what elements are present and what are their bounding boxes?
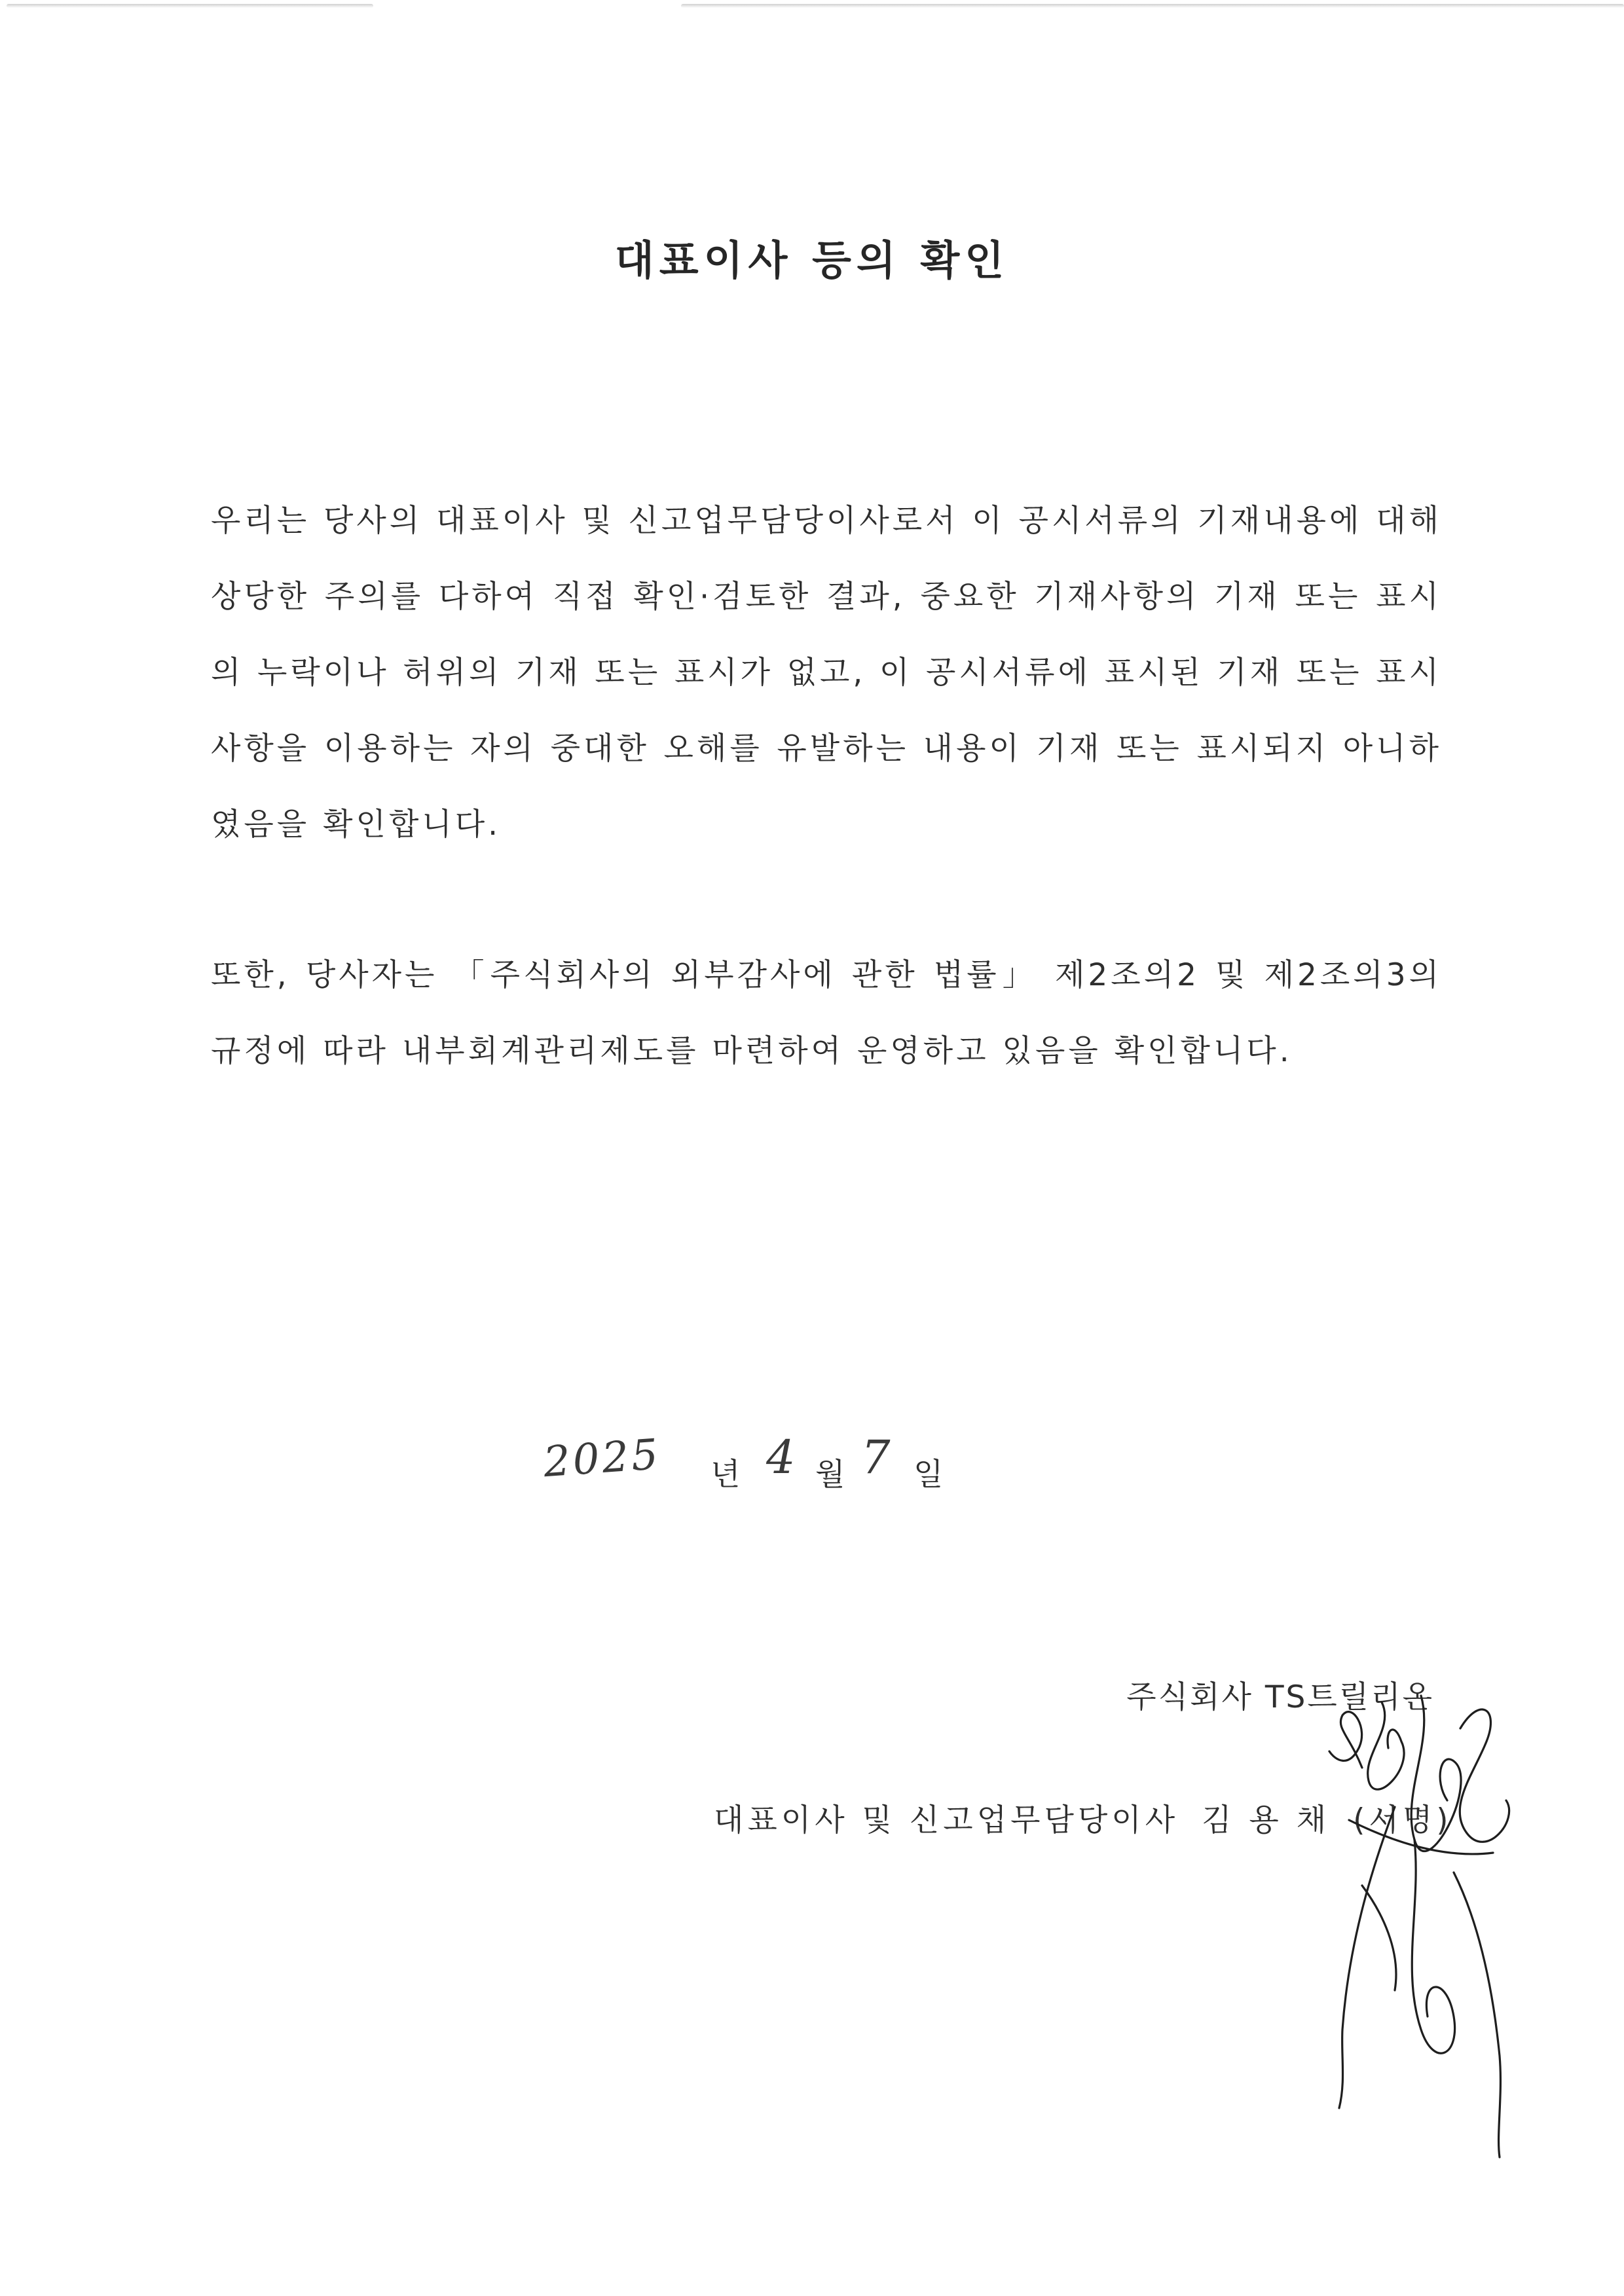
year-unit: 년 — [710, 1457, 741, 1493]
confirmation-paragraph: 우리는 당사의 대표이사 및 신고업무담당이사로서 이 공시서류의 기재내용에 대해 상당한 주의를 다하여 직접 확인·검토한 결과, 중요한 기재사항의 기재 또는 표시의 누락이나 허위의 기재 또는 표시가 없고, 이 공시서류에 표시된 기재 또는 표시사항을 이용하는 자의 중대한 오해를 유발하는 내용이 기재 또는 표시되지 아니하였음을 확인합니다. — [211, 503, 1442, 843]
signature-note: (서명) — [1353, 1802, 1452, 1838]
handwritten-signature — [1323, 1689, 1539, 2160]
scan-edge-right — [681, 4, 1624, 8]
date-line — [544, 1430, 1002, 1509]
company-name: 주식회사 TS트릴리온 — [1126, 1679, 1434, 1715]
handwritten-day: 7 — [861, 1430, 891, 1484]
signer-position: 대표이사 및 신고업무담당이사 — [714, 1802, 1179, 1838]
document-title: 대표이사 등의 확인 — [614, 236, 1010, 284]
handwritten-month: 4 — [766, 1430, 796, 1484]
handwritten-year: 2025 — [542, 1430, 663, 1487]
day-unit: 일 — [913, 1457, 944, 1493]
internal-control-paragraph: 또한, 당사자는 「주식회사의 외부감사에 관한 법률」 제2조의2 및 제2조의3의 규정에 따라 내부회계관리제도를 마련하여 운영하고 있음을 확인합니다. — [211, 957, 1442, 1069]
signer-name: 김 용 채 — [1202, 1802, 1331, 1838]
scan-edge-left — [7, 4, 373, 8]
month-unit: 월 — [815, 1457, 845, 1493]
